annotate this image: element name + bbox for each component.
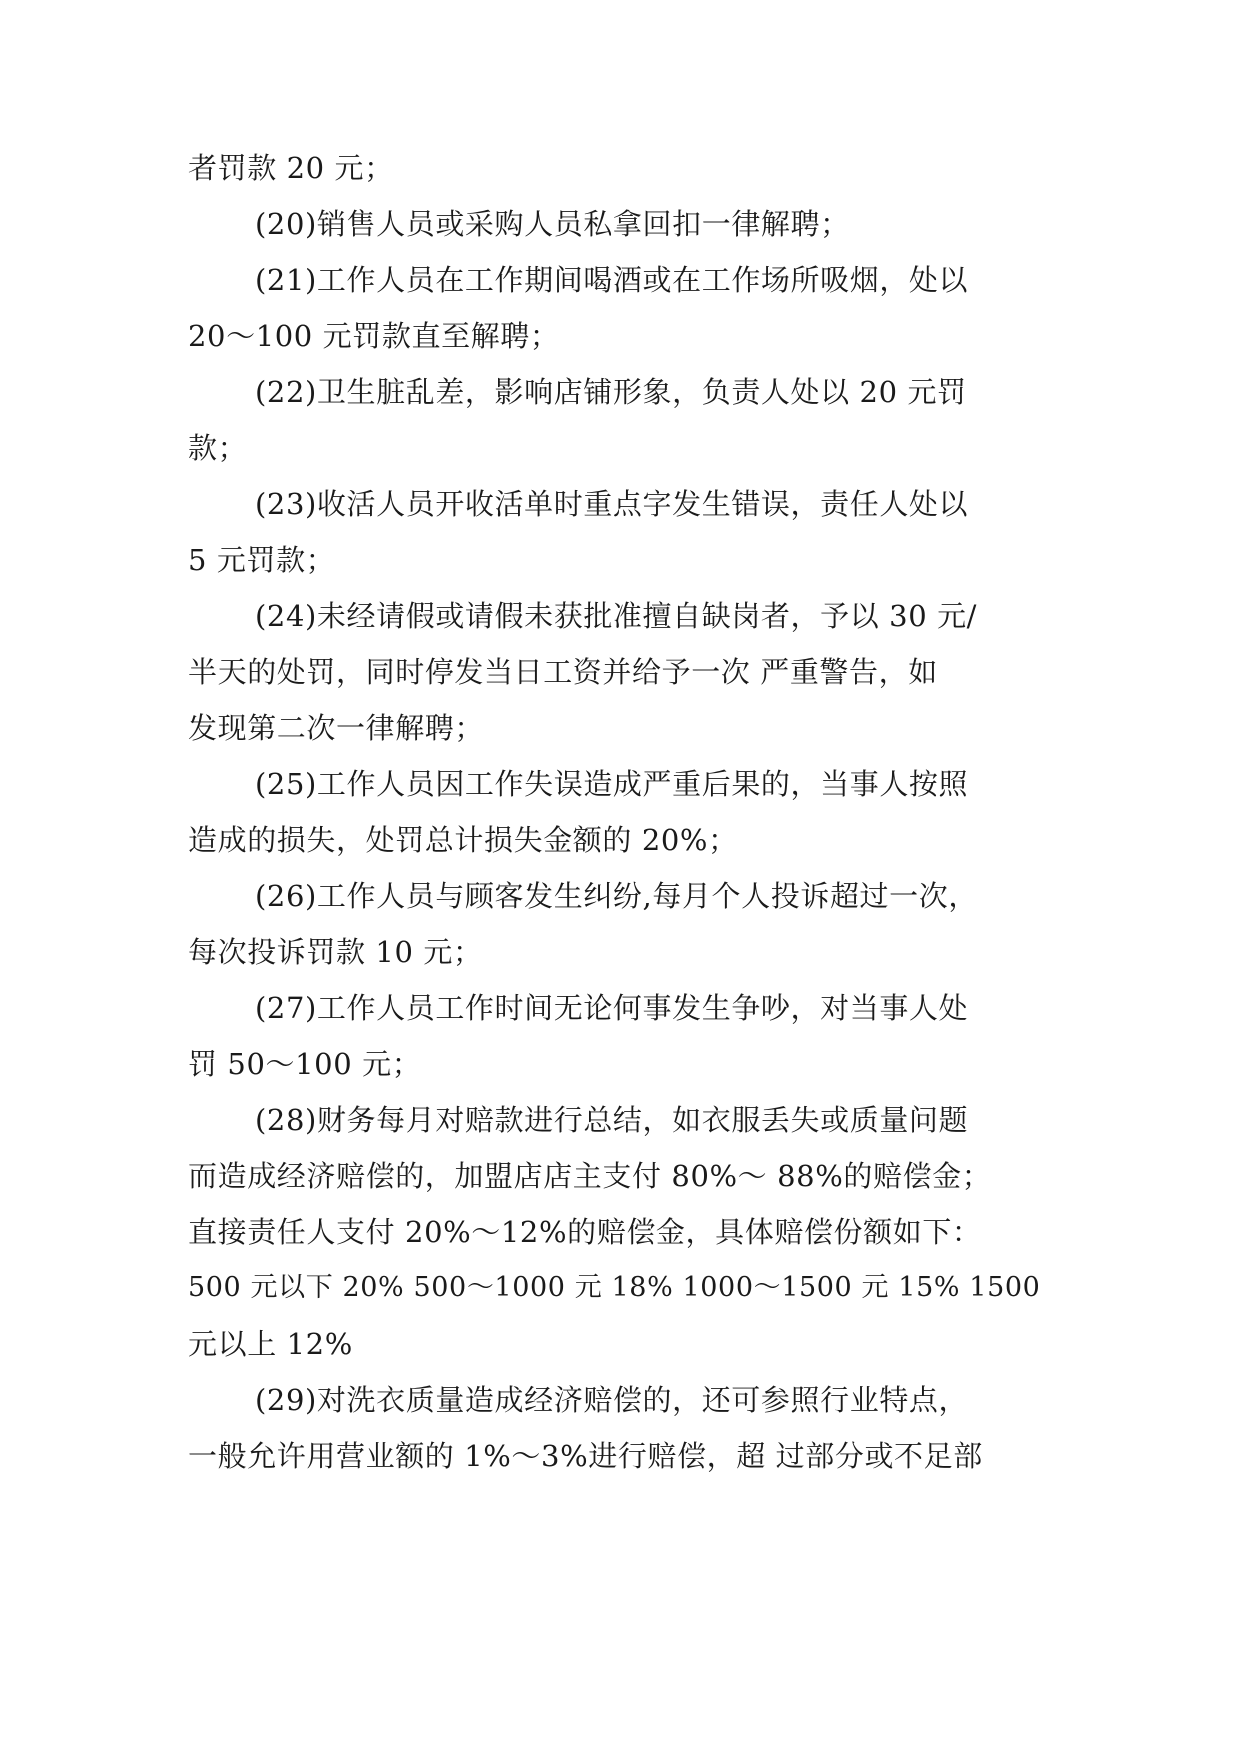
clause-26: (26)工作人员与顾客发生纠纷,每月个人投诉超过一次， xyxy=(255,879,978,913)
clause-22: (22)卫生脏乱差，影响店铺形象，负责人处以 20 元罚 xyxy=(255,375,967,409)
text-line: 而造成经济赔偿的，加盟店店主支付 80%～ 88%的赔偿金； xyxy=(188,1159,992,1193)
clause-29: (29)对洗衣质量造成经济赔偿的，还可参照行业特点， xyxy=(255,1383,969,1417)
text-line: 罚 50～100 元； xyxy=(188,1047,422,1081)
text-line: 者罚款 20 元； xyxy=(188,151,394,185)
text-line: 一般允许用营业额的 1%～3%进行赔偿，超 过部分或不足部 xyxy=(188,1439,983,1473)
clause-28: (28)财务每月对赔款进行总结，如衣服丢失或质量问题 xyxy=(255,1103,969,1137)
clause-27: (27)工作人员工作时间无论何事发生争吵，对当事人处 xyxy=(255,991,969,1025)
clause-23: (23)收活人员开收活单时重点字发生错误，责任人处以 xyxy=(255,487,969,521)
clause-24: (24)未经请假或请假未获批准擅自缺岗者，予以 30 元/ xyxy=(255,599,978,633)
text-line: 直接责任人支付 20%～12%的赔偿金，具体赔偿份额如下： xyxy=(188,1215,982,1249)
text-line: 5 元罚款； xyxy=(188,543,336,577)
text-line: 款； xyxy=(188,431,248,465)
text-line: 20～100 元罚款直至解聘； xyxy=(188,319,560,353)
text-line: 500 元以下 20% 500～1000 元 18% 1000～1500 元 15% 1500 xyxy=(188,1272,1041,1303)
clause-21: (21)工作人员在工作期间喝酒或在工作场所吸烟，处以 xyxy=(255,263,969,297)
clause-25: (25)工作人员因工作失误造成严重后果的，当事人按照 xyxy=(255,767,969,801)
text-line: 元以上 12% xyxy=(188,1327,353,1361)
text-line: 发现第二次一律解聘； xyxy=(188,711,485,745)
clause-20: (20)销售人员或采购人员私拿回扣一律解聘； xyxy=(255,207,850,241)
text-line: 半天的处罚，同时停发当日工资并给予一次 严重警告，如 xyxy=(188,655,938,689)
text-line: 每次投诉罚款 10 元； xyxy=(188,935,483,969)
text-line: 造成的损失，处罚总计损失金额的 20%； xyxy=(188,823,738,857)
